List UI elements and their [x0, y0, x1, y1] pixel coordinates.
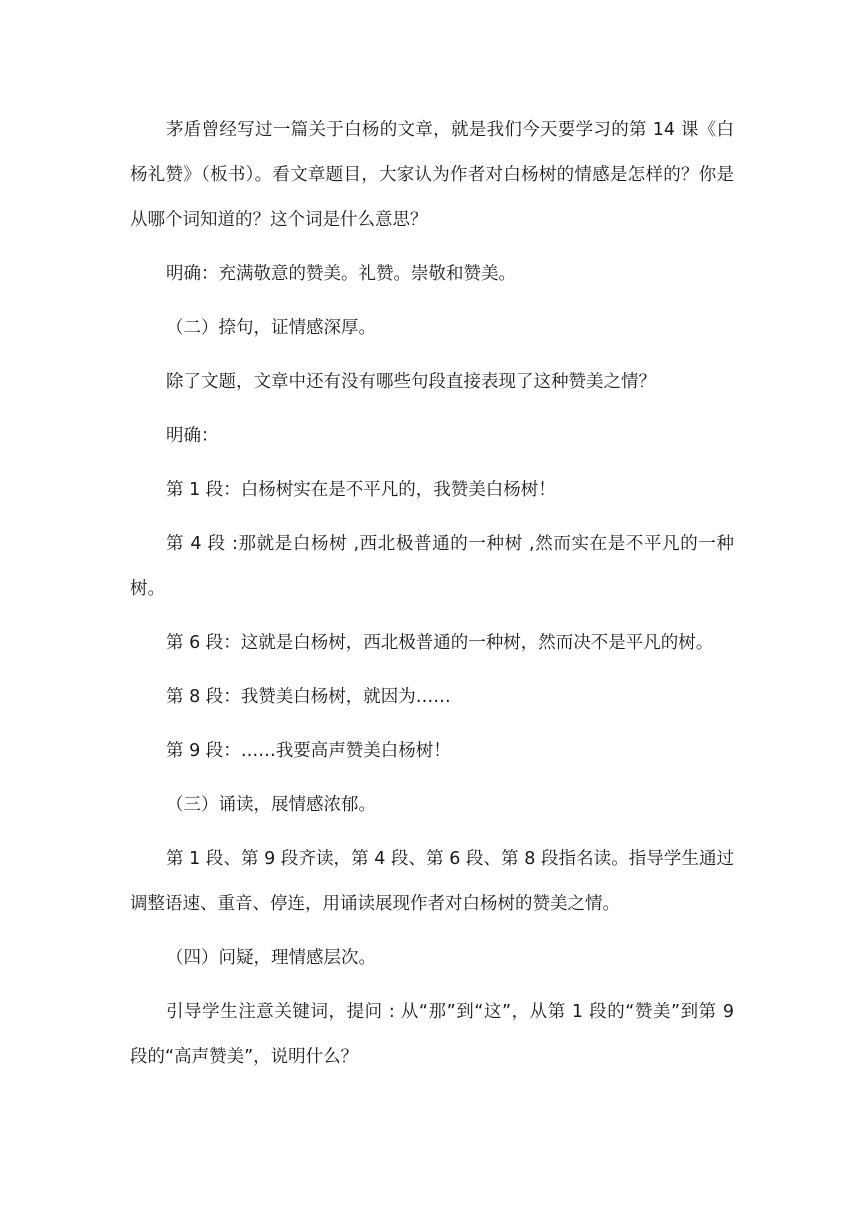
paragraph-answer-1: 明确：充满敬意的赞美。礼赞。崇敬和赞美。 [166, 264, 516, 284]
paragraph-quote-4: 第 4 段 :那就是白杨树 ,西北极普通的一种树 ,然而实在是不平凡的一种树。 [130, 534, 734, 599]
section-heading-2: （二）捺句，证情感深厚。 [166, 318, 376, 338]
paragraph-quote-6: 第 6 段：这就是白杨树，西北极普通的一种树，然而决不是平凡的树。 [166, 633, 714, 653]
paragraph-quote-8: 第 8 段：我赞美白杨树，就因为…… [166, 687, 451, 707]
paragraph-quote-1: 第 1 段：白杨树实在是不平凡的，我赞美白杨树！ [166, 480, 556, 500]
section-heading-3: （三）诵读，展情感浓郁。 [166, 795, 376, 815]
paragraph-reading: 第 1 段、第 9 段齐读，第 4 段、第 6 段、第 8 段指名读。指导学生通过调整语速、重音、停连，用诵读展现作者对白杨树的赞美之情。 [130, 849, 734, 914]
paragraph-intro: 茅盾曾经写过一篇关于白杨的文章，就是我们今天要学习的第 14 课《白杨礼赞》（板书）。看文章题目，大家认为作者对白杨树的情感是怎样的？你是从哪个词知道的？这个词是什么意思？ [130, 120, 734, 230]
section-heading-4: （四）问疑，理情感层次。 [166, 948, 376, 968]
paragraph-answer-label: 明确： [166, 426, 219, 446]
document-body [130, 108, 734, 1089]
paragraph-keywords: 引导学生注意关键词，提问 : 从“那”到“这”，从第 1 段的“赞美”到第 9 段的“高声赞美”，说明什么？ [130, 1002, 734, 1067]
paragraph-question-2: 除了文题，文章中还有没有哪些句段直接表现了这种赞美之情？ [166, 372, 656, 392]
paragraph-quote-9: 第 9 段：……我要高声赞美白杨树！ [166, 741, 451, 761]
